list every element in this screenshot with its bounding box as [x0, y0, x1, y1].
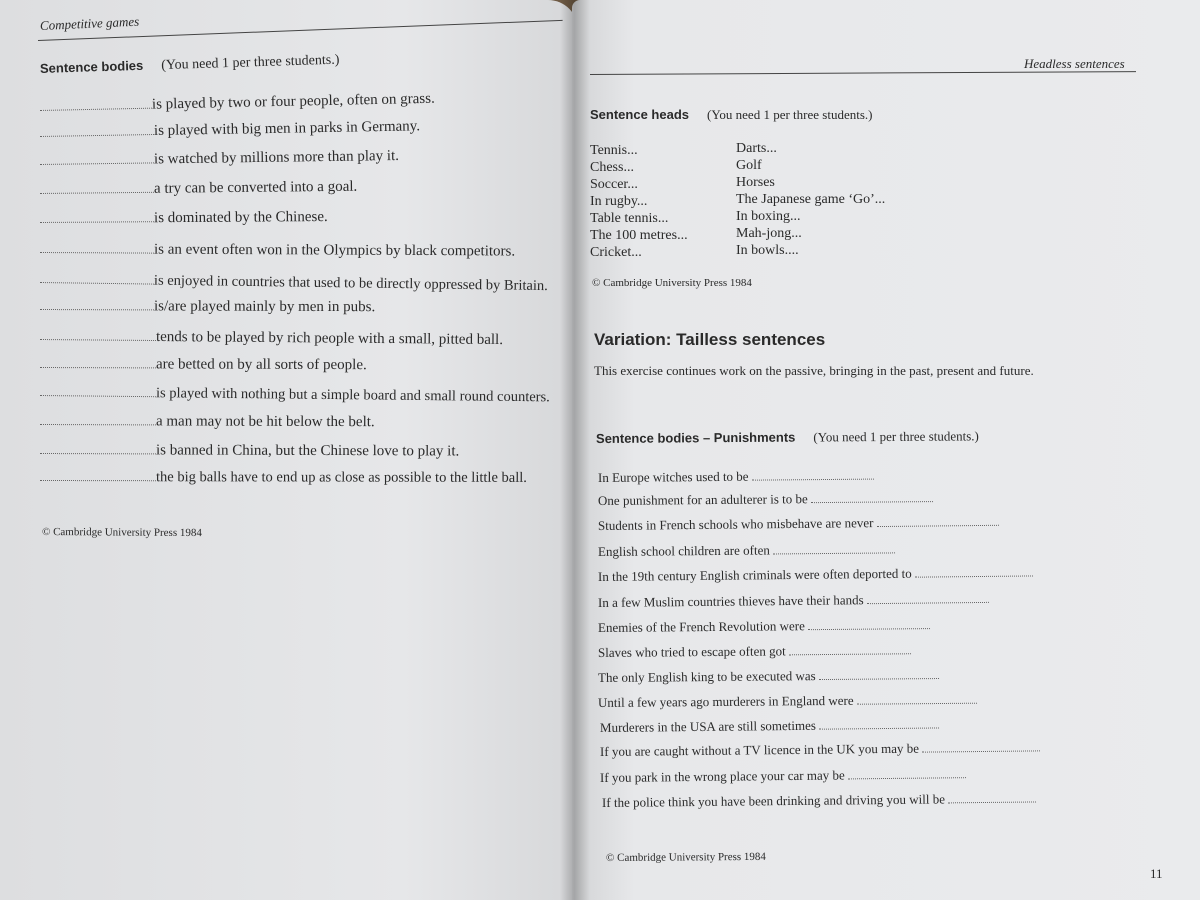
- right-page: [572, 0, 1200, 900]
- sentence-heads-title: Sentence heads: [590, 107, 689, 122]
- list-item: In boxing...: [736, 209, 801, 224]
- list-item: In the 19th century English criminals were often deported to: [598, 563, 1033, 585]
- list-item: Golf: [736, 158, 762, 173]
- variation-title: Variation: Tailless sentences: [594, 330, 826, 349]
- list-item: is played by two or four people, often on grass.: [40, 90, 435, 116]
- list-item: One punishment for an adulterer is to be: [598, 489, 933, 509]
- punishments-title: Sentence bodies – Punishments: [595, 429, 796, 446]
- list-item: If you park in the wrong place your car may be: [600, 765, 966, 786]
- list-item: Students in French schools who misbehave are never: [598, 513, 999, 534]
- right-running-head: Headless sentences: [1024, 56, 1125, 71]
- list-item: tends to be played by rich people with a small, pitted ball.: [40, 327, 503, 349]
- list-item: Enemies of the French Revolution were: [598, 616, 930, 636]
- list-item: is an event often won in the Olympics by black competitors.: [40, 240, 515, 260]
- page-number: 11: [1150, 866, 1163, 881]
- list-item: Soccer...: [590, 177, 638, 192]
- list-item: English school children are often: [598, 540, 895, 560]
- list-item: Until a few years ago murderers in England were: [598, 691, 977, 711]
- sentence-heads-col-2: [736, 140, 885, 259]
- sentence-heads-note: (You need 1 per three students.): [707, 107, 873, 122]
- list-item: Slaves who tried to escape often got: [598, 641, 911, 661]
- list-item: In bowls....: [736, 243, 799, 258]
- list-item: In Europe witches used to be: [598, 467, 874, 486]
- list-item: a man may not be hit below the belt.: [40, 412, 375, 431]
- list-item: is played with nothing but a simple board and small round counters.: [40, 383, 550, 406]
- list-item: In rugby...: [590, 194, 648, 209]
- list-item: The 100 metres...: [590, 228, 688, 243]
- right-header-rule: [590, 71, 1136, 75]
- punishments-note: (You need 1 per three students.): [813, 428, 979, 445]
- list-item: In a few Muslim countries thieves have their hands: [598, 590, 989, 611]
- sentence-bodies-note: (You need 1 per three students.): [161, 52, 340, 74]
- list-item: is banned in China, but the Chinese love to play it.: [40, 441, 459, 460]
- sentence-heads-col-1: [590, 142, 688, 261]
- punishments-header: [596, 427, 979, 448]
- list-item: If you are caught without a TV licence in the UK you may be: [600, 738, 1040, 760]
- list-item: is played with big men in parks in Germany.: [40, 117, 420, 142]
- list-item: Murderers in the USA are still sometimes: [600, 715, 939, 736]
- list-item: Mah-jong...: [736, 226, 802, 241]
- sentence-bodies-header: [40, 51, 340, 78]
- list-item: Table tennis...: [590, 211, 669, 226]
- list-item: is watched by millions more than play it.: [40, 147, 399, 170]
- list-item: The Japanese game ‘Go’...: [736, 192, 886, 207]
- list-item: is dominated by the Chinese.: [40, 208, 328, 228]
- list-item: The only English king to be executed was: [598, 666, 939, 686]
- list-item: is/are played mainly by men in pubs.: [40, 297, 375, 316]
- list-item: Horses: [736, 175, 775, 190]
- list-item: If the police think you have been drinking and driving you will be: [602, 789, 1036, 811]
- left-running-head: Competitive games: [39, 13, 140, 33]
- list-item: Cricket...: [590, 245, 642, 260]
- list-item: Darts...: [736, 141, 777, 156]
- list-item: the big balls have to end up as close as possible to the little ball.: [40, 468, 527, 487]
- list-item: a try can be converted into a goal.: [40, 178, 357, 199]
- sentence-heads-header: [590, 106, 872, 124]
- variation-text: This exercise continues work on the passive, bringing in the past, present and future.: [594, 363, 1034, 378]
- sentence-bodies-title: Sentence bodies: [39, 57, 144, 76]
- list-item: are betted on by all sorts of people.: [40, 355, 367, 374]
- list-item: Chess...: [590, 160, 634, 175]
- left-copyright: © Cambridge University Press 1984: [41, 526, 202, 540]
- heads-copyright: © Cambridge University Press 1984: [592, 277, 752, 289]
- list-item: is enjoyed in countries that used to be directly oppressed by Britain.: [40, 270, 548, 295]
- list-item: Tennis...: [590, 143, 638, 158]
- punishments-copyright: © Cambridge University Press 1984: [605, 850, 766, 864]
- left-page: [0, 0, 578, 900]
